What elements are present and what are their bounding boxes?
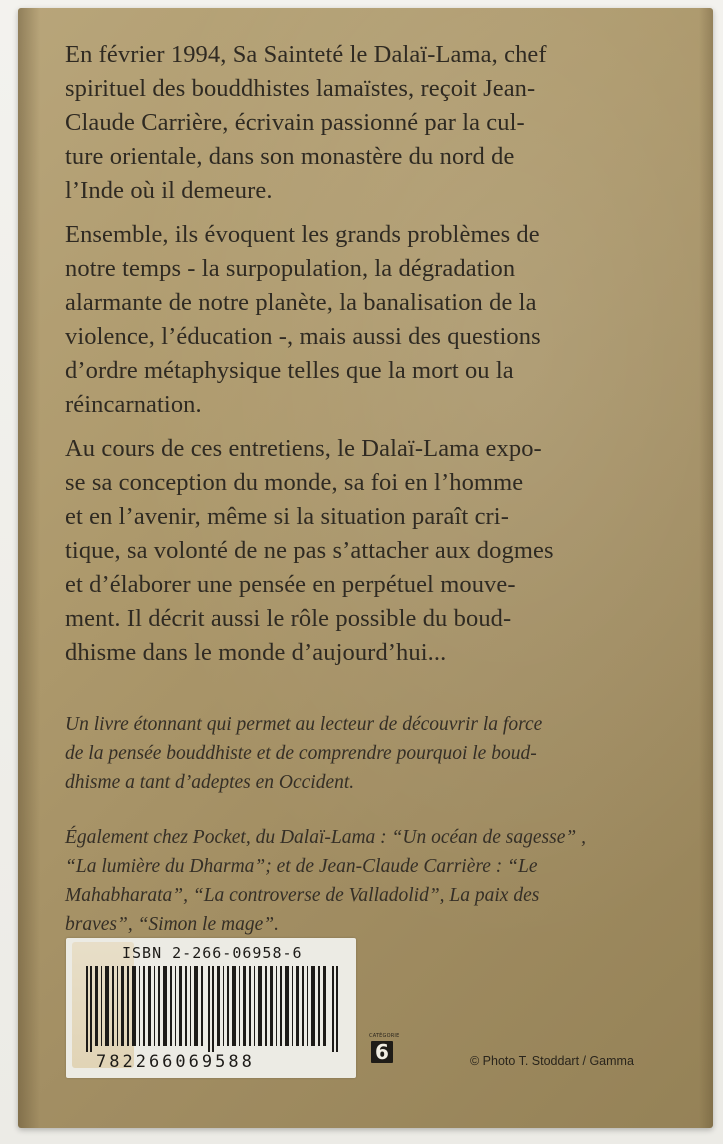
blurb-paragraph-3: Au cours de ces entretiens, le Dalaï-Lama expo- se sa conception du monde, sa foi en l’homme et en l’avenir, même si la situation paraît cri- tique, sa volonté de ne pas s’attacher aux dogmes et d’élaborer une pensée en perpétuel mouve- ment. Il décrit aussi le rôle possible du boud- dhisme dans le monde d’aujourd’hui... (65, 435, 554, 666)
category-number: 6 (371, 1041, 393, 1063)
photo-credit: © Photo T. Stoddart / Gamma (470, 1054, 634, 1068)
blurb-paragraph-2: Ensemble, ils évoquent les grands problèmes de notre temps - la surpopulation, la dégradation alarmante de notre planète, la banalisation de la violence, l’éducation -, mais aussi des questions d’ordre métaphysique telles que la mort ou la réincarnation. (65, 221, 541, 418)
tagline: Un livre étonnant qui permet au lecteur de découvrir la force de la pensée bouddhiste et de comprendre pourquoi le boud- dhisme a tant d’adeptes en Occident. (65, 714, 543, 793)
blurb-text-block (65, 38, 667, 939)
isbn-text: ISBN 2-266-06958-6 (122, 944, 303, 962)
blurb-paragraph-1: En février 1994, Sa Sainteté le Dalaï-Lama, chef spirituel des bouddhistes lamaïstes, reçoit Jean- Claude Carrière, écrivain passionné par la cul- ture orientale, dans son monastère du nord de l’Inde où il demeure. (65, 41, 547, 204)
category-badge (369, 1033, 400, 1064)
barcode-icon (84, 966, 342, 1052)
book-back-cover (18, 8, 713, 1128)
also-available-note: Également chez Pocket, du Dalaï-Lama : “Un océan de sagesse” , “La lumière du Dharma”; et de Jean-Claude Carrière : “Le Mahabharata”, “La controverse de Valladolid”, La paix des braves”, “Simon le mage”. (65, 827, 586, 935)
barcode-sticker (66, 938, 356, 1078)
barcode-digits: 782266069588 (96, 1052, 255, 1072)
category-label: CATÉGORIE (369, 1033, 400, 1039)
